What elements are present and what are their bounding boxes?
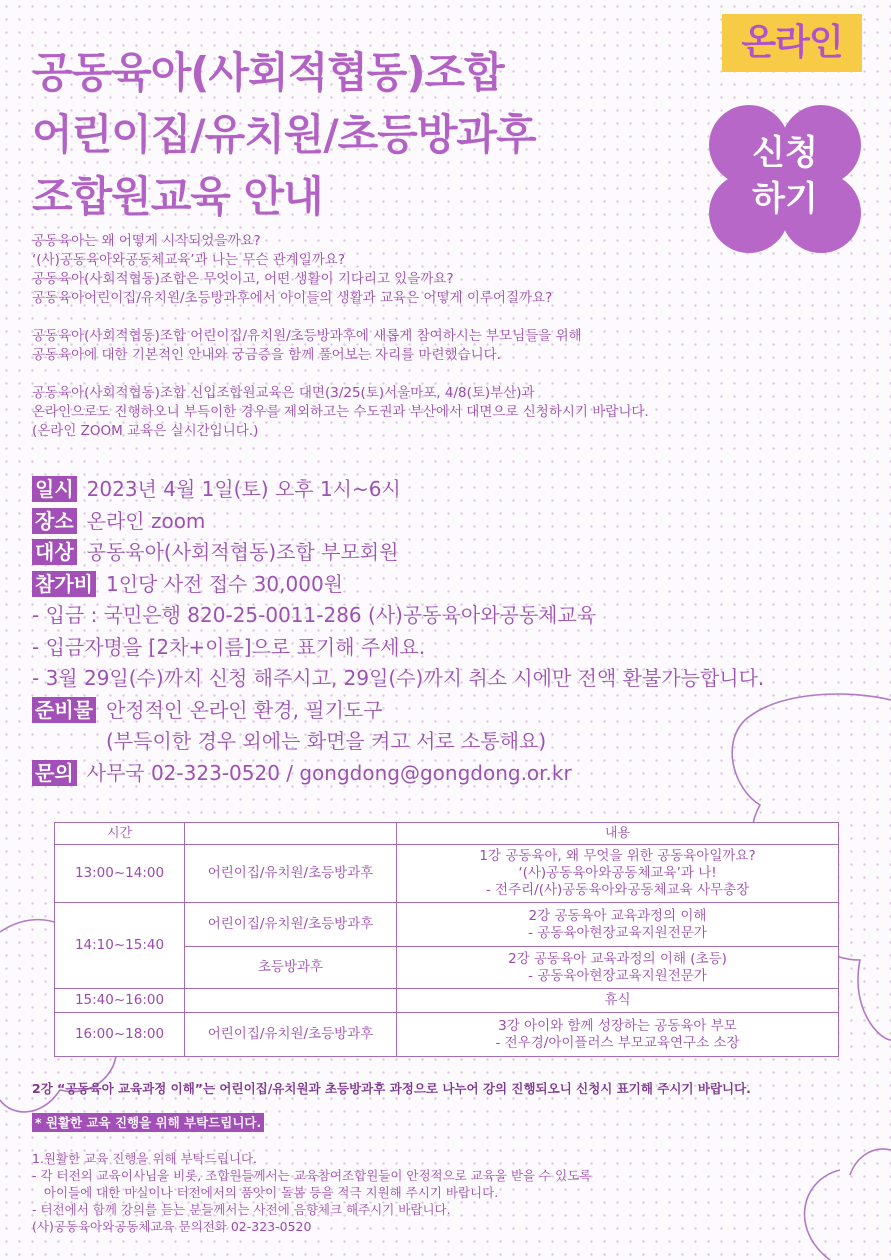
title-line-2: 어린이집/유치원/초등방과후 xyxy=(32,110,536,159)
page-title xyxy=(32,42,536,228)
intro-paragraph-2 xyxy=(32,327,812,365)
title-line-1: 공동육아(사회적협동)조합 xyxy=(32,48,504,97)
prep-value: 안정적인 온라인 환경, 필기도구 xyxy=(105,697,383,722)
online-badge: 온라인 xyxy=(722,14,862,72)
table-row xyxy=(55,845,839,903)
fee-row xyxy=(32,569,862,601)
intro-line: 공동육아(사회적협동)조합 신입조합원교육은 대면(3/25(토)서울마포, 4/8(토)부산)과 xyxy=(32,385,535,401)
header-group xyxy=(185,823,397,845)
content-cell: 2강 공동육아 교육과정의 이해 - 공동육아현장교육지원전문가 xyxy=(397,903,839,947)
title-line-3: 조합원교육 안내 xyxy=(32,172,323,221)
request-line: - 터전에서 함께 강의를 듣는 분들께서는 사전에 음향체크 해주시기 바랍니다. xyxy=(32,1202,451,1217)
table-header-row xyxy=(55,823,839,845)
event-details xyxy=(32,474,862,789)
target-value: 공동육아(사회적협동)조합 부모회원 xyxy=(86,540,399,564)
fee-note: - 입금 : 국민은행 820-25-0011-286 (사)공동육아와공동체교육 xyxy=(32,603,597,627)
header-time: 시간 xyxy=(55,823,185,845)
request-line: 1.원활한 교육 진행을 위해 부탁드립니다. xyxy=(32,1151,257,1166)
prep-note: (부득이한 경우 외에는 화면을 켜고 서로 소통해요) xyxy=(106,729,547,753)
time-cell: 15:40~16:00 xyxy=(55,989,185,1013)
header-content: 내용 xyxy=(397,823,839,845)
intro-line: 공동육아에 대한 기본적인 안내와 궁금증을 함께 풀어보는 자리를 마련했습니다. xyxy=(32,347,501,363)
table-row xyxy=(55,989,839,1013)
content-cell: 1강 공동육아, 왜 무엇을 위한 공동육아일까요? ‘(사)공동육아와공동체교육’과 나! - 전주리/(사)공동육아와공동체교육 사무총장 xyxy=(397,845,839,903)
date-row xyxy=(32,474,862,506)
target-tag: 대상 xyxy=(32,539,77,565)
content-cell: 3강 아이와 함께 성장하는 공동육아 부모 - 전우경/아이플러스 부모교육연구소 소장 xyxy=(397,1013,839,1057)
session-notice: 2강 “공동육아 교육과정 이해”는 어린이집/유치원과 초등방과후 과정으로 나누어 강의 진행되오니 신청시 표기해 주시기 바랍니다. xyxy=(32,1081,751,1096)
intro-text xyxy=(32,232,812,460)
intro-line: 공동육아어린이집/유치원/초등방과후에서 아이들의 생활과 교육은 어떻게 이루어질까요? xyxy=(32,290,553,306)
contact-tag: 문의 xyxy=(32,760,77,786)
group-cell: 어린이집/유치원/초등방과후 xyxy=(185,1013,397,1057)
date-tag: 일시 xyxy=(32,476,77,502)
intro-line: 공동육아(사회적협동)조합은 무엇이고, 어떤 생활이 기다리고 있을까요? xyxy=(32,271,454,287)
date-value: 2023년 4월 1일(토) 오후 1시~6시 xyxy=(86,477,401,501)
request-list xyxy=(32,1150,852,1235)
fee-tag: 참가비 xyxy=(32,571,96,597)
intro-line: ‘(사)공동육아와공동체교육’과 나는 무슨 관계일까요? xyxy=(32,252,346,268)
apply-label-line-1: 신청 xyxy=(752,133,818,173)
content-cell: 휴식 xyxy=(397,989,839,1013)
group-cell: 초등방과후 xyxy=(185,947,397,989)
request-line: - 각 터전의 교육이사님을 비롯, 조합원들께서는 교육참여조합원들이 안정적으로 교육을 받을 수 있도록 xyxy=(32,1168,592,1183)
group-cell: 어린이집/유치원/초등방과후 xyxy=(185,903,397,947)
time-cell: 16:00~18:00 xyxy=(55,1013,185,1057)
group-cell xyxy=(185,989,397,1013)
prep-row xyxy=(32,695,862,727)
intro-paragraph-3 xyxy=(32,384,812,441)
fee-note: - 입금자명을 [2차+이름]으로 표기해 주세요. xyxy=(32,634,426,659)
place-tag: 장소 xyxy=(32,508,77,534)
table-row xyxy=(55,1013,839,1057)
prep-tag: 준비물 xyxy=(32,697,96,723)
request-line: 아이들에 대한 마실이나 터전에서의 품앗이 돌봄 등을 적극 지원해 주시기 바랍니다. xyxy=(32,1185,499,1200)
fee-value: 1인당 사전 접수 30,000원 xyxy=(105,571,343,596)
contact-value: 사무국 02-323-0520 / gongdong@gongdong.or.kr xyxy=(86,760,572,785)
apply-label xyxy=(704,130,866,222)
intro-line: 공동육아는 왜 어떻게 시작되었을까요? xyxy=(32,233,261,249)
intro-line: 온라인으로도 진행하오니 부득이한 경우를 제외하고는 수도권과 부산에서 대면으로 신청하시기 바랍니다. xyxy=(32,404,649,420)
place-row xyxy=(32,506,862,538)
time-cell: 13:00~14:00 xyxy=(55,845,185,903)
request-heading: * 원활한 교육 진행을 위해 부탁드립니다. xyxy=(32,1113,264,1132)
contact-row xyxy=(32,758,862,790)
schedule-table xyxy=(54,822,839,1057)
intro-line: (온라인 ZOOM 교육은 실시간입니다.) xyxy=(32,423,259,439)
content-cell: 2강 공동육아 교육과정의 이해 (초등) - 공동육아현장교육지원전문가 xyxy=(397,947,839,989)
table-row xyxy=(55,903,839,947)
intro-line: 공동육아(사회적협동)조합 어린이집/유치원/초등방과후에 새롭게 참여하시는 부모님들을 위해 xyxy=(32,328,582,344)
fee-note: - 3월 29일(수)까지 신청 해주시고, 29일(수)까지 취소 시에만 전액 환불가능합니다. xyxy=(32,666,765,690)
place-value: 온라인 zoom xyxy=(86,508,206,533)
time-cell: 14:10~15:40 xyxy=(55,903,185,989)
apply-label-line-2: 하기 xyxy=(752,179,818,219)
request-line: (사)공동육아와공동체교육 문의전화 02-323-0520 xyxy=(32,1219,312,1234)
group-cell: 어린이집/유치원/초등방과후 xyxy=(185,845,397,903)
target-row xyxy=(32,537,862,569)
intro-paragraph-1 xyxy=(32,232,812,308)
